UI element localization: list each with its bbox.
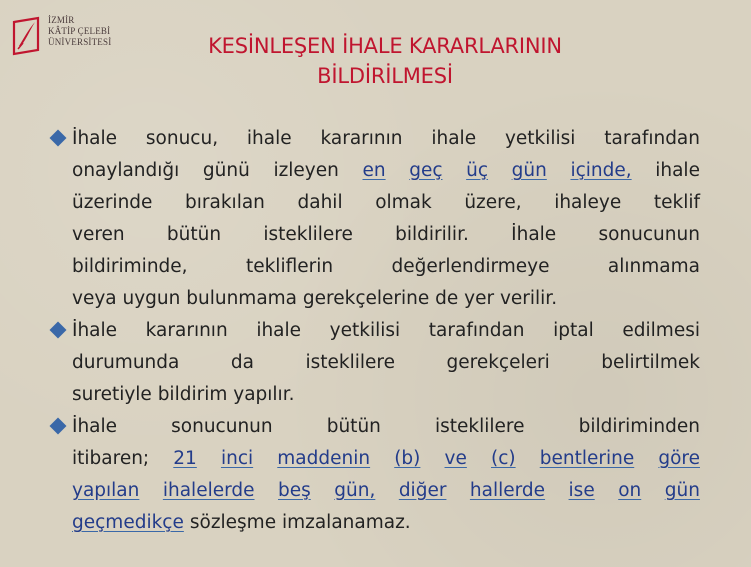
bullet-paragraph-1: [52, 123, 700, 315]
bullet-paragraph-2: [52, 315, 700, 411]
word: tekliflerin: [245, 256, 334, 277]
text-line: [72, 123, 700, 155]
word: ihale: [655, 160, 700, 181]
word: izleyen: [273, 160, 339, 181]
bullet-paragraph-3: [52, 411, 700, 539]
text-line: [72, 187, 700, 219]
word: ihale: [431, 128, 477, 149]
word: bildirilir.: [395, 224, 469, 245]
word: da: [230, 352, 254, 373]
word: İhale: [72, 128, 118, 149]
text-line: [72, 315, 700, 347]
text-fragment: veya uygun bulunmama gerekçelerine de yer verilir.: [72, 288, 558, 309]
word: günü: [202, 160, 250, 181]
word: üzere,: [464, 192, 522, 213]
word: kararının: [320, 128, 403, 149]
underlined-word: ve: [444, 448, 467, 469]
word: isteklilere: [305, 352, 395, 373]
underlined-word: (c): [491, 448, 516, 469]
word: bütün: [326, 416, 381, 437]
underlined-word: hallerde: [469, 480, 546, 501]
underlined-word: (b): [394, 448, 421, 469]
underlined-word: geçmedikçe: [72, 512, 184, 533]
underlined-word: içinde,: [570, 160, 632, 181]
underlined-word: inci: [220, 448, 254, 469]
word: İhale: [72, 416, 118, 437]
word: değerlendirmeye: [391, 256, 550, 277]
word: isteklilere: [263, 224, 353, 245]
word: bildiriminden: [578, 416, 700, 437]
text-line: [72, 283, 700, 315]
word: ihaleye: [554, 192, 622, 213]
text-line: [72, 219, 700, 251]
text-line: [72, 507, 700, 539]
word: alınmama: [607, 256, 700, 277]
word: bildiriminde,: [72, 256, 188, 277]
underlined-word: en: [362, 160, 386, 181]
quill-pen-icon: [12, 16, 42, 56]
underlined-word: ihalelerde: [162, 480, 255, 501]
word: İhale: [72, 320, 118, 341]
word: tarafından: [428, 320, 525, 341]
underlined-word: on: [618, 480, 642, 501]
underlined-word: yapılan: [72, 480, 140, 501]
underlined-word: üç: [466, 160, 489, 181]
word: sonucu,: [145, 128, 219, 149]
underlined-word: gün: [511, 160, 547, 181]
logo-line-3: ÜNİVERSİTESİ: [48, 37, 112, 47]
diamond-bullet-icon: [50, 322, 67, 339]
word: onaylandığı: [72, 160, 180, 181]
slide-body: [52, 123, 700, 539]
word: sonucunun: [171, 416, 273, 437]
underlined-word: 21: [173, 448, 197, 469]
logo-line-1: İZMİR: [48, 15, 75, 25]
text-line: [72, 251, 700, 283]
logo-text: [48, 15, 111, 48]
word: belirtilmek: [601, 352, 700, 373]
word: ihale: [246, 128, 292, 149]
underlined-word: göre: [658, 448, 700, 469]
word: isteklilere: [435, 416, 525, 437]
text-line: [72, 411, 700, 443]
underlined-word: gün: [664, 480, 700, 501]
text-line: [72, 155, 700, 187]
title-line-1: KESİNLEŞEN İHALE KARARLARININ: [208, 34, 562, 58]
word: bütün: [166, 224, 222, 245]
word: tarafından: [604, 128, 700, 149]
word: yetkilisi: [504, 128, 576, 149]
word: bırakılan: [185, 192, 265, 213]
word: durumunda: [72, 352, 180, 373]
underlined-word: beş: [278, 480, 311, 501]
text-line: [72, 379, 700, 411]
word: gerekçeleri: [446, 352, 550, 373]
underlined-word: bentlerine: [539, 448, 635, 469]
word: sonucunun: [598, 224, 700, 245]
text-fragment: suretiyle bildirim yapılır.: [72, 384, 295, 405]
underlined-word: gün,: [334, 480, 376, 501]
logo-line-2: KÂTİP ÇELEBİ: [48, 26, 111, 36]
word: dahil: [297, 192, 343, 213]
word: itibaren;: [72, 448, 150, 469]
word: iptal: [553, 320, 594, 341]
text-fragment: sözleşme imzalanamaz.: [189, 512, 411, 533]
underlined-word: geç: [409, 160, 443, 181]
slide-title: [150, 31, 620, 91]
word: ihale: [256, 320, 302, 341]
word: İhale: [511, 224, 557, 245]
word: veren: [72, 224, 125, 245]
word: teklif: [653, 192, 700, 213]
word: edilmesi: [622, 320, 700, 341]
text-line: [72, 443, 700, 475]
text-line: [72, 347, 700, 379]
word: kararının: [145, 320, 228, 341]
diamond-bullet-icon: [50, 130, 67, 147]
word: olmak: [375, 192, 432, 213]
title-line-2: BİLDİRİLMESİ: [317, 64, 453, 88]
underlined-word: ise: [568, 480, 595, 501]
underlined-word: maddenin: [277, 448, 371, 469]
word: yetkilisi: [329, 320, 401, 341]
university-logo: [12, 14, 124, 66]
diamond-bullet-icon: [50, 418, 67, 435]
text-line: [72, 475, 700, 507]
word: üzerinde: [72, 192, 153, 213]
underlined-word: diğer: [398, 480, 447, 501]
